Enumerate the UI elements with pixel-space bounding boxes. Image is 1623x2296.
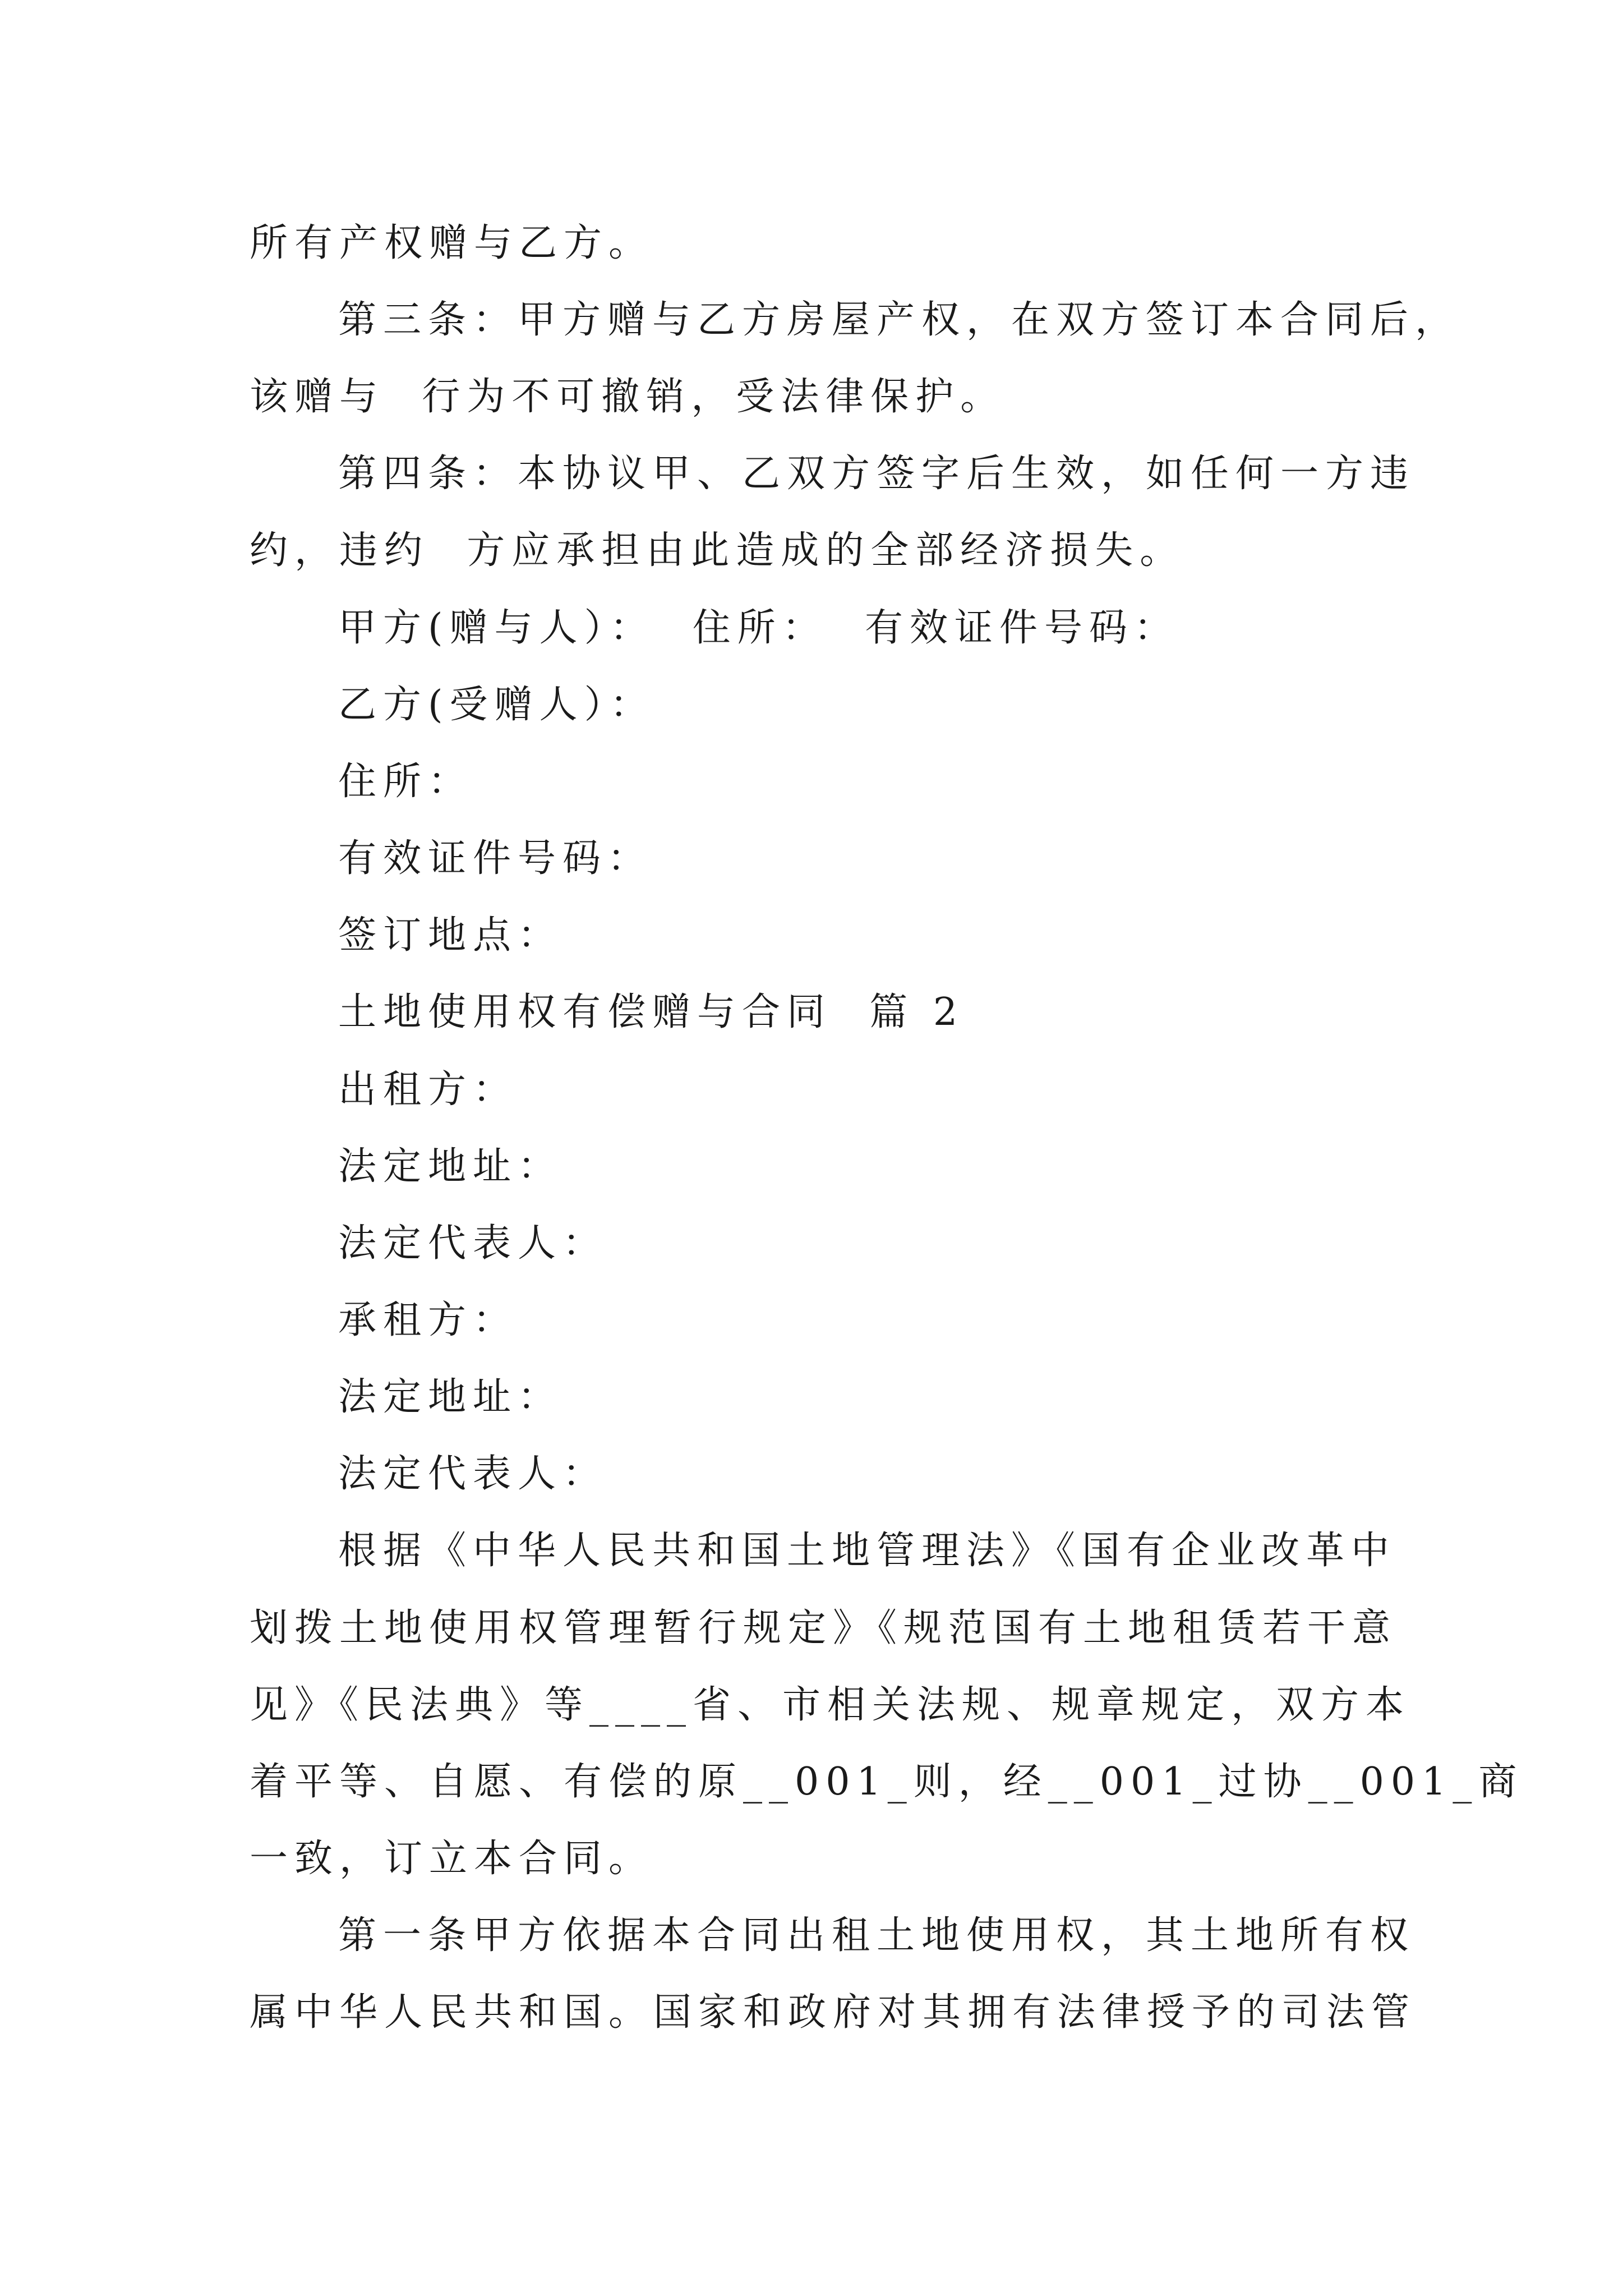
- text-line: 根据《中华人民共和国土地管理法》《国有企业改革中: [338, 1529, 1396, 1573]
- text-line: 甲方(赠与人）： 住所： 有效证件号码：: [338, 606, 1179, 650]
- text-line: 第四条：本协议甲、乙双方签字后生效，如任何一方违: [338, 452, 1415, 496]
- text-line: 所有产权赠与乙方。: [250, 221, 654, 265]
- text-line: 住所：: [338, 760, 473, 804]
- text-line: 法定地址：: [338, 1375, 563, 1419]
- text-line: 法定代表人：: [338, 1221, 608, 1266]
- text-line: 第一条甲方依据本合同出租土地使用权，其土地所有权: [338, 1913, 1415, 1958]
- text-line: 签订地点：: [338, 913, 563, 958]
- text-line: 乙方(受赠人）：: [338, 683, 655, 727]
- text-line: 该赠与 行为不可撤销，受法律保护。: [250, 375, 1006, 419]
- text-line: 法定地址：: [338, 1144, 563, 1189]
- section-heading: 土地使用权有偿赠与合同 篇 2: [338, 990, 965, 1034]
- text-line: 第三条：甲方赠与乙方房屋产权，在双方签订本合同后，: [338, 298, 1460, 342]
- text-line: 法定代表人：: [338, 1452, 608, 1496]
- text-line: 出租方：: [338, 1068, 518, 1112]
- text-line: 约，违约 方应承担由此造成的全部经济损失。: [250, 528, 1185, 573]
- text-line: 着平等、自愿、有偿的原__001_则，经__001_过协__001_商: [250, 1760, 1524, 1804]
- text-line: 划拨土地使用权管理暂行规定》《规范国有土地租赁若干意: [250, 1606, 1398, 1650]
- text-line: 一致，订立本合同。: [250, 1837, 654, 1881]
- text-line: 见》《民法典》等____省、市相关法规、规章规定，双方本: [250, 1683, 1411, 1727]
- text-line: 属中华人民共和国。国家和政府对其拥有法律授予的司法管: [250, 1990, 1417, 2035]
- text-line: 有效证件号码：: [338, 836, 653, 881]
- text-line: 承租方：: [338, 1298, 518, 1342]
